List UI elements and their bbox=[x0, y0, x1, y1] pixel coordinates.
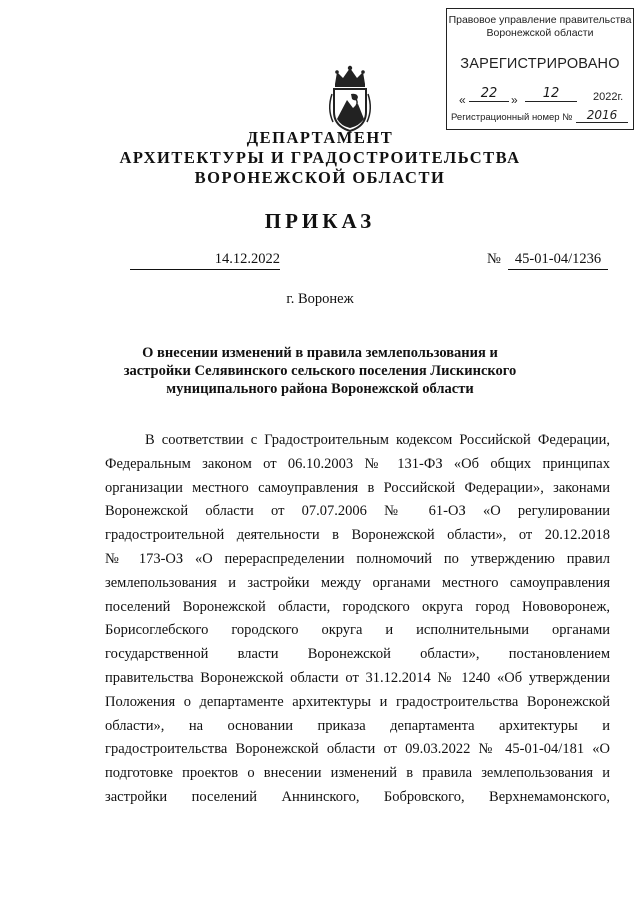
body-line: градостроительства Воронежской области от 09.03.2022 № 45-01-04/181 «О bbox=[105, 741, 610, 758]
city-name: г. Воронеж bbox=[286, 291, 354, 307]
document-type-title: ПРИКАЗ bbox=[264, 209, 376, 233]
stamp-quote-close: » bbox=[511, 93, 518, 107]
body-line: правительства Воронежской области от 31.12.2014 № 1240 «Об утверждении bbox=[105, 669, 610, 686]
voronezh-coat-of-arms-icon bbox=[325, 64, 375, 134]
stamp-reg-label: Регистрационный номер № bbox=[451, 112, 573, 123]
body-line: Воронежской области от 07.07.2006 № 61-ОЗ «О регулировании bbox=[105, 503, 610, 520]
department-line-3: ВОРОНЕЖСКОЙ ОБЛАСТИ bbox=[194, 168, 446, 187]
body-line: Борисоглебского городского округа и исполнительными органами bbox=[105, 622, 610, 639]
body-line: землепользования и застройки между органами местного самоуправления bbox=[105, 574, 610, 591]
body-line: государственной власти Воронежской области», постановлением bbox=[105, 646, 610, 663]
order-body bbox=[105, 429, 610, 810]
stamp-date bbox=[459, 87, 629, 107]
body-line: поселений Воронежской области, городского округа город Нововоронеж, bbox=[105, 598, 610, 615]
department-line-1: ДЕПАРТАМЕНТ bbox=[246, 128, 394, 147]
stamp-quote-open: « bbox=[459, 93, 466, 107]
body-line: градостроительной деятельности в Воронежской области», от 20.12.2018 bbox=[105, 527, 610, 544]
stamp-month: 12 bbox=[525, 86, 577, 102]
registration-stamp bbox=[446, 8, 634, 130]
body-line: подготовке проектов о внесении изменений в правила землепользования и bbox=[105, 765, 610, 782]
stamp-line-1: Правовое управление правительства bbox=[448, 14, 632, 26]
body-line: Положения о департаменте архитектуры и градостроительства Воронежской bbox=[105, 693, 610, 710]
stamp-authority bbox=[447, 14, 633, 40]
body-line: В соответствии с Градостроительным кодексом Российской Федерации, bbox=[145, 432, 610, 448]
body-line: организации местного самоуправления в Российской Федерации», законами bbox=[105, 479, 610, 496]
body-line: области», на основании приказа департамента архитектуры и bbox=[105, 717, 610, 734]
order-date: 14.12.2022 bbox=[130, 251, 280, 270]
stamp-year: 2022г. bbox=[593, 91, 624, 103]
order-number: 45-01-04/1236 bbox=[508, 251, 608, 270]
body-line: № 173-ОЗ «О перераспределении полномочий по утверждению правил bbox=[105, 550, 610, 567]
stamp-line-2: Воронежской области bbox=[486, 27, 594, 39]
stamp-registered: ЗАРЕГИСТРИРОВАНО bbox=[460, 56, 620, 72]
stamp-reg-number: 2016 bbox=[576, 108, 628, 123]
order-number-label: № bbox=[487, 251, 501, 267]
body-line: застройки поселений Аннинского, Бобровского, Верхнемамонского, bbox=[105, 788, 610, 805]
body-line: Федеральным законом от 06.10.2003 № 131-ФЗ «Об общих принципах bbox=[105, 455, 610, 472]
stamp-day: 22 bbox=[469, 86, 509, 102]
department-line-2: АРХИТЕКТУРЫ И ГРАДОСТРОИТЕЛЬСТВА bbox=[119, 148, 521, 167]
order-subject: О внесении изменений в правила землепользования и застройки Селявинского сельского поселения Лискинского муниципального района Воронежской области bbox=[123, 345, 517, 397]
